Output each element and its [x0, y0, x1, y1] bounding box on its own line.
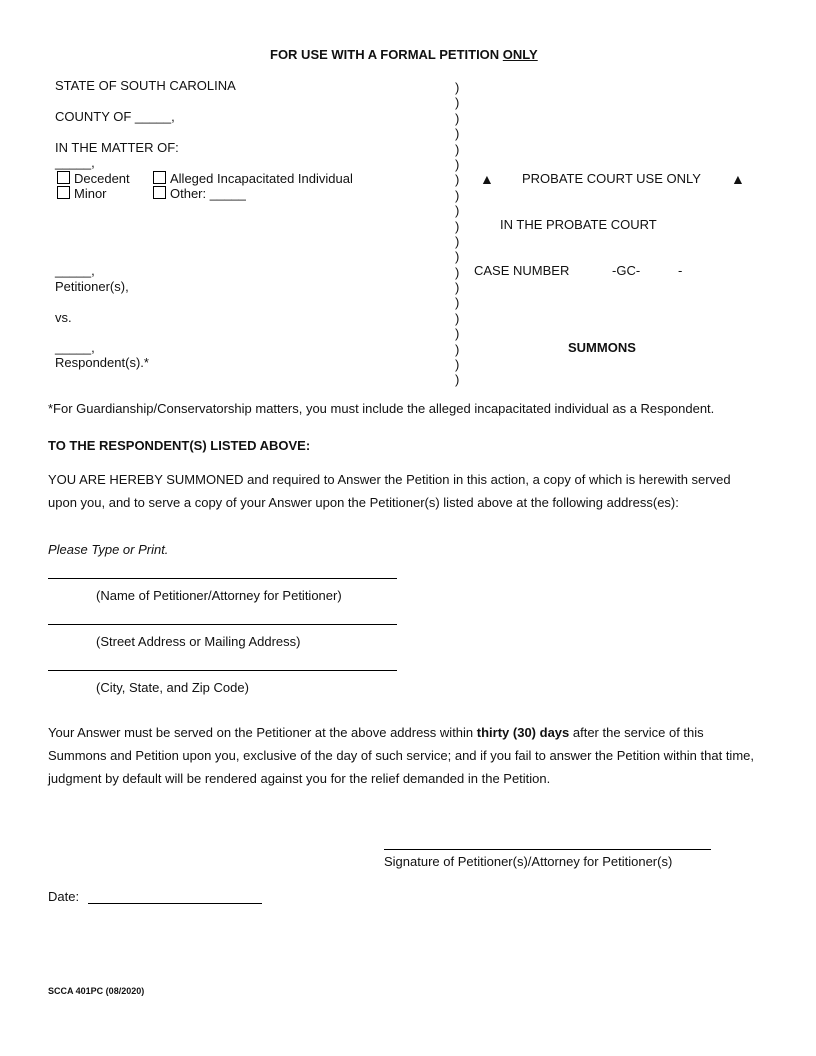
paren: )	[455, 172, 460, 188]
paren: )	[455, 80, 460, 95]
paren: )	[455, 233, 460, 249]
paren: )	[455, 141, 460, 157]
matter-label: IN THE MATTER OF:	[55, 140, 179, 155]
name-field-label: (Name of Petitioner/Attorney for Petitioner)	[96, 588, 342, 603]
petitioner-blank: _____,	[55, 263, 95, 278]
checkbox-minor-label: Minor	[74, 186, 107, 201]
checkbox-decedent-row	[57, 171, 130, 186]
paren: )	[455, 187, 460, 203]
checkbox-other-label: Other: _____	[170, 186, 246, 201]
checkbox-decedent-label: Decedent	[74, 171, 130, 186]
caption-divider	[455, 80, 463, 388]
answer-text-part1: Your Answer must be served on the Petitioner at the above address within	[48, 725, 477, 740]
summons-paragraph: YOU ARE HEREBY SUMMONED and required to Answer the Petition in this action, a copy of which is herewith served upon you, and to serve a copy of your Answer upon the Petitioner(s) listed above at the following address(es):	[48, 472, 731, 510]
vs-label: vs.	[55, 310, 72, 325]
street-field-label: (Street Address or Mailing Address)	[96, 634, 301, 649]
case-number-dash: -	[678, 263, 683, 278]
date-label: Date:	[48, 889, 80, 904]
paren: )	[455, 156, 460, 172]
checkbox-alleged-row	[153, 171, 353, 186]
case-number-gc: -GC-	[612, 263, 641, 278]
paren: )	[455, 95, 460, 111]
checkbox-minor[interactable]	[57, 186, 70, 199]
name-line[interactable]	[48, 578, 397, 579]
paren: )	[455, 218, 460, 234]
please-type-label: Please Type or Print.	[48, 542, 169, 557]
signature-line[interactable]	[384, 849, 711, 850]
respondent-label: Respondent(s).*	[55, 355, 149, 370]
paren: )	[455, 249, 460, 265]
paren: )	[455, 126, 460, 142]
triangle-left-icon: ▲	[480, 171, 494, 187]
petitioner-label: Petitioner(s),	[55, 279, 129, 294]
to-respondents-heading: TO THE RESPONDENT(S) LISTED ABOVE:	[48, 438, 311, 453]
triangle-right-icon: ▲	[731, 171, 745, 187]
paren: )	[455, 372, 460, 388]
answer-deadline: thirty (30) days	[476, 725, 570, 740]
summons-title: SUMMONS	[568, 340, 636, 355]
paren: )	[455, 203, 460, 219]
state-label: STATE OF SOUTH CAROLINA	[55, 78, 236, 93]
checkbox-other-row	[153, 186, 246, 201]
paren: )	[455, 310, 460, 326]
paren: )	[455, 110, 460, 126]
paren: )	[455, 326, 460, 342]
checkbox-other[interactable]	[153, 186, 166, 199]
date-line[interactable]	[88, 903, 262, 904]
form-title	[270, 47, 538, 62]
paren: )	[455, 280, 460, 296]
checkbox-alleged-label: Alleged Incapacitated Individual	[170, 171, 353, 186]
form-id: SCCA 401PC (08/2020)	[48, 986, 145, 996]
street-line[interactable]	[48, 624, 397, 625]
checkbox-decedent[interactable]	[57, 171, 70, 184]
form-title-prefix: FOR USE WITH A FORMAL PETITION	[270, 47, 503, 62]
county-label: COUNTY OF _____,	[55, 109, 175, 124]
case-number-label: CASE NUMBER	[474, 263, 570, 278]
answer-paragraph	[48, 721, 763, 790]
paren: )	[455, 357, 460, 373]
checkbox-alleged[interactable]	[153, 171, 166, 184]
in-probate-court: IN THE PROBATE COURT	[500, 217, 657, 232]
paren: )	[455, 295, 460, 311]
city-field-label: (City, State, and Zip Code)	[96, 680, 249, 695]
signature-label: Signature of Petitioner(s)/Attorney for Petitioner(s)	[384, 854, 673, 869]
paren: )	[455, 341, 460, 357]
form-title-emphasis: ONLY	[502, 47, 538, 62]
checkbox-minor-row	[57, 186, 107, 201]
paren: )	[455, 264, 460, 280]
footnote: *For Guardianship/Conservatorship matters, you must include the alleged incapacitated individual as a Respondent.	[48, 401, 715, 416]
city-line[interactable]	[48, 670, 397, 671]
respondent-blank: _____,	[55, 340, 95, 355]
matter-name-blank: _____,	[55, 155, 95, 170]
probate-court-use-only: PROBATE COURT USE ONLY	[522, 171, 701, 186]
answer-text-part2: after the service of this Summons and Petition upon you, exclusive of the day of such service; and if you fail to answer the Petition within that time, judgment by default will be rendered against you for the relief demanded in the Petition.	[48, 725, 754, 786]
